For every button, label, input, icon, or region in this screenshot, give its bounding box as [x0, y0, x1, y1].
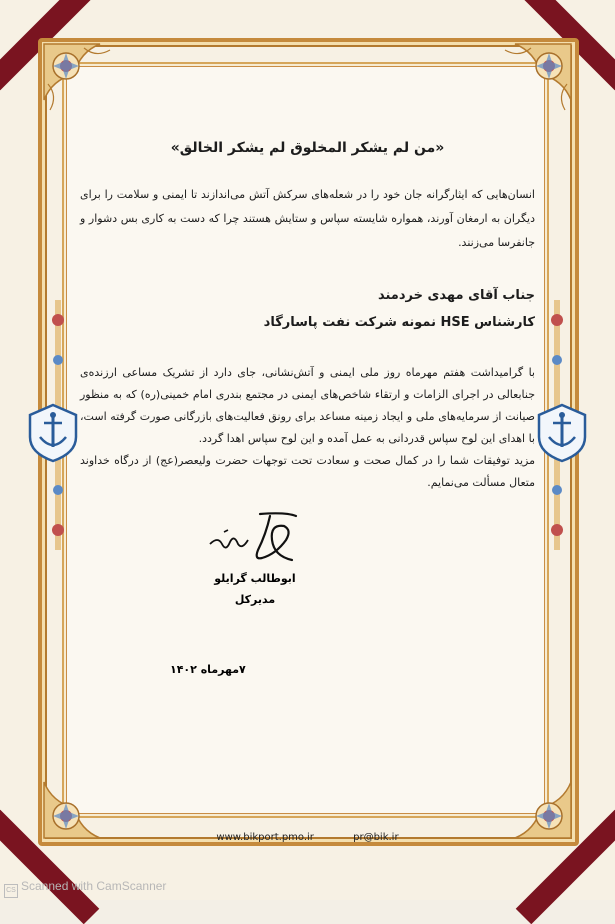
closing-paragraph: مزید توفیقات شما را در کمال صحت و سعادت تحت توجهات حضرت ولیعصر(عج) از درگاه خداوند متعال مسألت می‌نمایم. [80, 454, 535, 489]
signature-icon [200, 510, 310, 566]
signer-title: مدیرکل [234, 593, 276, 606]
port-emblem-icon [26, 403, 80, 463]
letter-body [80, 0, 535, 900]
body-block [80, 362, 535, 494]
signer-name: ابوطالب گرایلو [214, 572, 296, 585]
port-emblem-icon [535, 403, 589, 463]
letter-heading: «من لم یشکر المخلوق لم یشکر الخالق» [170, 140, 445, 156]
body-paragraph: با گرامیداشت هفتم مهرماه روز ملی ایمنی و آتش‌نشانی، جای دارد از تشریک مساعی ارزنده‌ی جنابعالی در اجرای الزامات و ارتقاء شاخص‌های ایمنی در مجتمع بندری امام خمینی(ره) که به منظور صیانت از سرمایه‌های ملی و ایجاد زمینه مساعد برای رونق فعالیت‌های بازرگانی صورت گرفته است، با اهدای این لوح سپاس قدردانی به عمل آمده و این لوح سپاس اهدا گردد. [80, 366, 535, 445]
intro-paragraph: انسان‌هایی که ایثارگرانه جان خود را در شعله‌های سرکش آتش می‌اندازند تا ایمنی و سلامت را برای دیگران به ارمغان آورند، همواره شایسته سپاس و ستایش هستند چرا که دست به کاری بس دشوار و جانفرسا می‌زنند. [80, 188, 535, 249]
scanner-watermark [4, 879, 166, 898]
email-link[interactable]: pr@bik.ir [353, 832, 399, 843]
recipient-block [264, 282, 535, 336]
recipient-title: کارشناس HSE نمونه شرکت نفت پاسارگاد [263, 315, 535, 330]
watermark-text: Scanned with CamScanner [21, 879, 167, 893]
letter-date: ۷مهرماه ۱۴۰۲ [170, 663, 246, 676]
signature-block [195, 510, 315, 606]
website-link[interactable]: www.bikport.pmo.ir [216, 832, 314, 843]
camscanner-logo-icon: CS [4, 884, 18, 898]
recipient-name: جناب آقای مهدی خردمند [377, 288, 535, 303]
contact-footer [0, 832, 615, 843]
